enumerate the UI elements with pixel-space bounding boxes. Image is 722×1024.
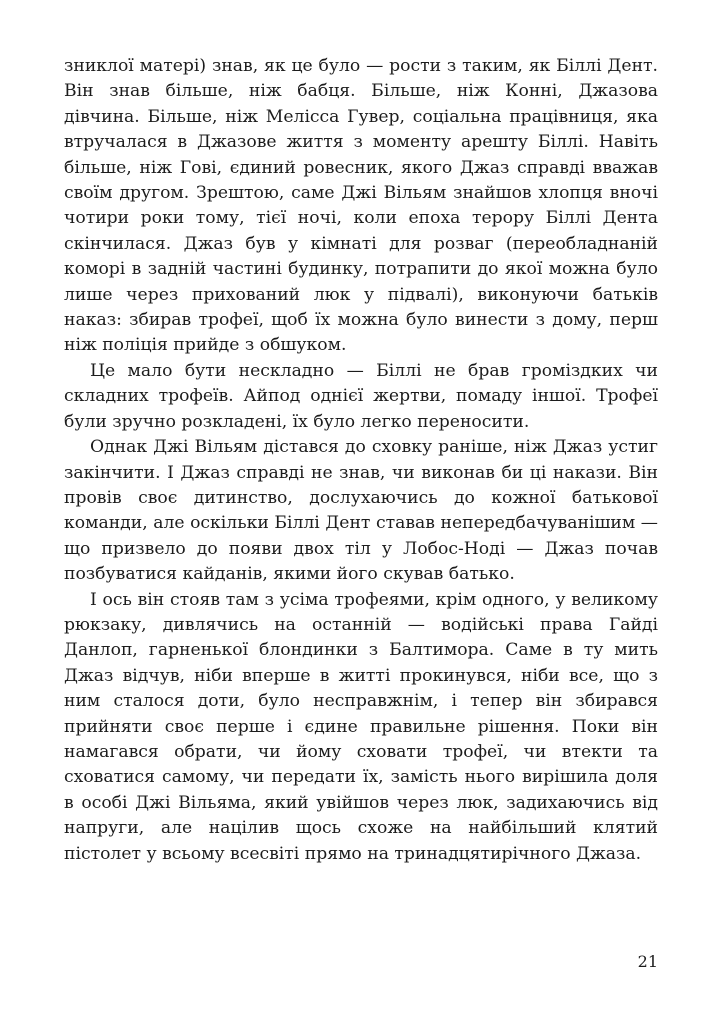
paragraph-2: Це мало бути нескладно — Біллі не брав громіздких чи складних трофеїв. Айпод однієї жертви, помаду іншої. Трофеї були зручно розкладені, їх було легко переносити. <box>64 360 658 432</box>
page-number: 21 <box>637 952 658 971</box>
page-body <box>64 54 658 867</box>
paragraph-3: Однак Джі Вільям дістався до сховку раніше, ніж Джаз устиг закінчити. І Джаз справді не знав, чи виконав би ці накази. Він провів своє дитинство, дослухаючись до кожної батькової команди, але оскільки Біллі Дент ставав непередбачуванішим — що призвело до появи двох тіл у Лобос-Ноді — Джаз почав позбуватися кайданів, якими його скував батько. <box>64 437 658 585</box>
paragraph-1: зниклої матері) знав, як це було — рости з таким, як Біллі Дент. Він знав більше, ніж бабця. Більше, ніж Конні, Джазова дівчина. Більше, ніж Мелісса Гувер, соціальна працівниця, яка втручалася в Джазове життя з моменту арешту Біллі. Навіть більше, ніж Гові, єдиний ровесник, якого Джаз справді вважав своїм другом. Зрештою, саме Джі Вільям знайшов хлопця вночі чотири роки тому, тієї ночі, коли епоха терору Біллі Дента скінчилася. Джаз був у кімнаті для розваг (переобладнаній коморі в задній частині будинку, потрапити до якої можна було лише через прихований люк у підвалі), виконуючи батьків наказ: збирав трофеї, щоб їх можна було винести з дому, перш ніж поліція прийде з обшуком. <box>64 56 658 356</box>
paragraph-4: І ось він стояв там з усіма трофеями, крім одного, у великому рюкзаку, дивлячись на останній — водійські права Гайді Данлоп, гарненької блондинки з Балтимора. Саме в ту мить Джаз відчув, ніби вперше в житті прокинувся, ніби все, що з ним сталося доти, було несправжнім, і тепер він збирався прийняти своє перше і єдине правильне рішення. Поки він намагався обрати, чи йому сховати трофеї, чи втекти та сховатися самому, чи передати їх, замість нього вирішила доля в особі Джі Вільяма, який увійшов через люк, задихаючись від напруги, але націлив щось схоже на найбільший клятий пістолет у всьому всесвіті прямо на тринадцятирічного Джаза. <box>64 589 658 864</box>
